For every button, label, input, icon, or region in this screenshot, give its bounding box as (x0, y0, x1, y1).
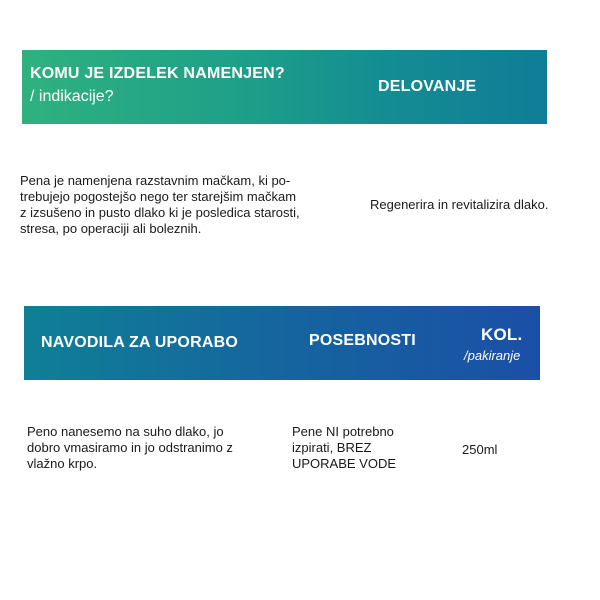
indications-header-banner (22, 50, 547, 124)
instructions-line: dobro vmasiramo in jo odstranimo z (27, 440, 233, 455)
instructions-heading: NAVODILA ZA UPORABO (41, 334, 238, 351)
instructions-line: vlažno krpo. (27, 456, 98, 471)
action-heading: DELOVANJE (378, 78, 477, 95)
features-line: UPORABE VODE (292, 456, 397, 471)
instructions-text (27, 424, 277, 472)
indications-line: z izsušeno in pusto dlako ki je posledica starosti, (20, 205, 300, 220)
action-text: Regenerira in revitalizira dlako. (370, 197, 549, 212)
indications-text (20, 173, 340, 237)
features-line: Pene NI potrebno (292, 424, 394, 439)
usage-header-banner (24, 306, 540, 380)
features-text (292, 424, 442, 472)
indications-line: Pena je namenjena razstavnim mačkam, ki po- (20, 173, 291, 188)
quantity-heading: KOL. (481, 325, 523, 344)
features-line: izpirati, BREZ (292, 440, 372, 455)
indications-subheading: / indikacije? (30, 88, 114, 105)
indications-line: stresa, po operaciji ali boleznih. (20, 221, 202, 236)
indications-line: trebujejo pogostejšo nego ter starejšim mačkam (20, 189, 297, 204)
instructions-line: Peno nanesemo na suho dlako, jo (27, 424, 224, 439)
quantity-subheading: /pakiranje (464, 348, 521, 363)
features-heading: POSEBNOSTI (309, 332, 416, 349)
quantity-text: 250ml (462, 442, 498, 457)
indications-heading: KOMU JE IZDELEK NAMENJEN? (30, 65, 285, 82)
